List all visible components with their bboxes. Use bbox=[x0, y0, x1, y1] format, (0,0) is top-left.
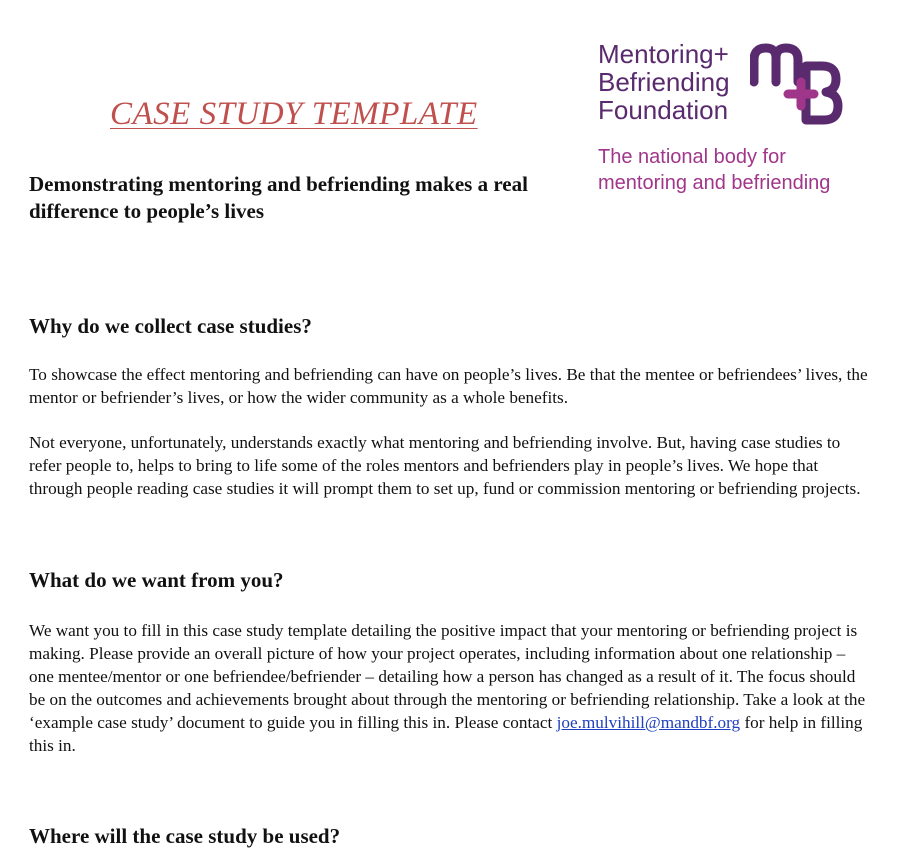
logo-wordmark bbox=[598, 40, 730, 124]
logo-tagline-line-1: The national body for bbox=[598, 146, 786, 168]
section-heading-where: Where will the case study be used? bbox=[29, 824, 341, 848]
mb-monogram-icon bbox=[750, 42, 846, 126]
section-what-paragraph bbox=[29, 619, 869, 757]
logo-line-2: Befriending bbox=[598, 67, 730, 97]
logo-line-3: Foundation bbox=[598, 95, 729, 125]
logo-line-1: Mentoring+ bbox=[598, 39, 729, 69]
section-why-paragraph-2: Not everyone, unfortunately, understands exactly what mentoring and befriending involve. But, having case studies to refer people to, helps to bring to life some of the roles mentors and befrienders play in people’s lives. We hope that through people reading case studies it will prompt them to set up, fund or commission mentoring or befriending projects. bbox=[29, 433, 861, 498]
logo-tagline-line-2: mentoring and befriending bbox=[598, 172, 831, 194]
section-heading-why: Why do we collect case studies? bbox=[29, 314, 312, 338]
section-why-paragraph-1: To showcase the effect mentoring and befriending can have on people’s lives. Be that the mentee or befriendees’ lives, the mentor or befriender’s lives, or how the wider community as a whole benefits. bbox=[29, 365, 868, 407]
logo-tagline bbox=[598, 144, 830, 196]
document-title: CASE STUDY TEMPLATE bbox=[110, 96, 478, 132]
section-heading-what: What do we want from you? bbox=[29, 568, 284, 592]
contact-email-link[interactable]: joe.mulvihill@mandbf.org bbox=[556, 713, 741, 732]
mbf-logo bbox=[598, 40, 898, 200]
section-what-text-after-link: for help in filling this in. bbox=[29, 713, 863, 755]
section-what-text-before-link: We want you to fill in this case study template detailing the positive impact that your mentoring or befriending project is making. Please provide an overall picture of how your project operates, including information about one relationship – one mentee/mentor or one befriendee/befriender – detailing how a person has changed as a result of it. The focus should be on the outcomes and achievements brought about through the mentoring or befriending relationship. Take a look at the ‘example case study’ document to guide you in filling this in. Please contact bbox=[29, 621, 866, 732]
document-subtitle: Demonstrating mentoring and befriending makes a real difference to people’s lives bbox=[29, 172, 528, 223]
